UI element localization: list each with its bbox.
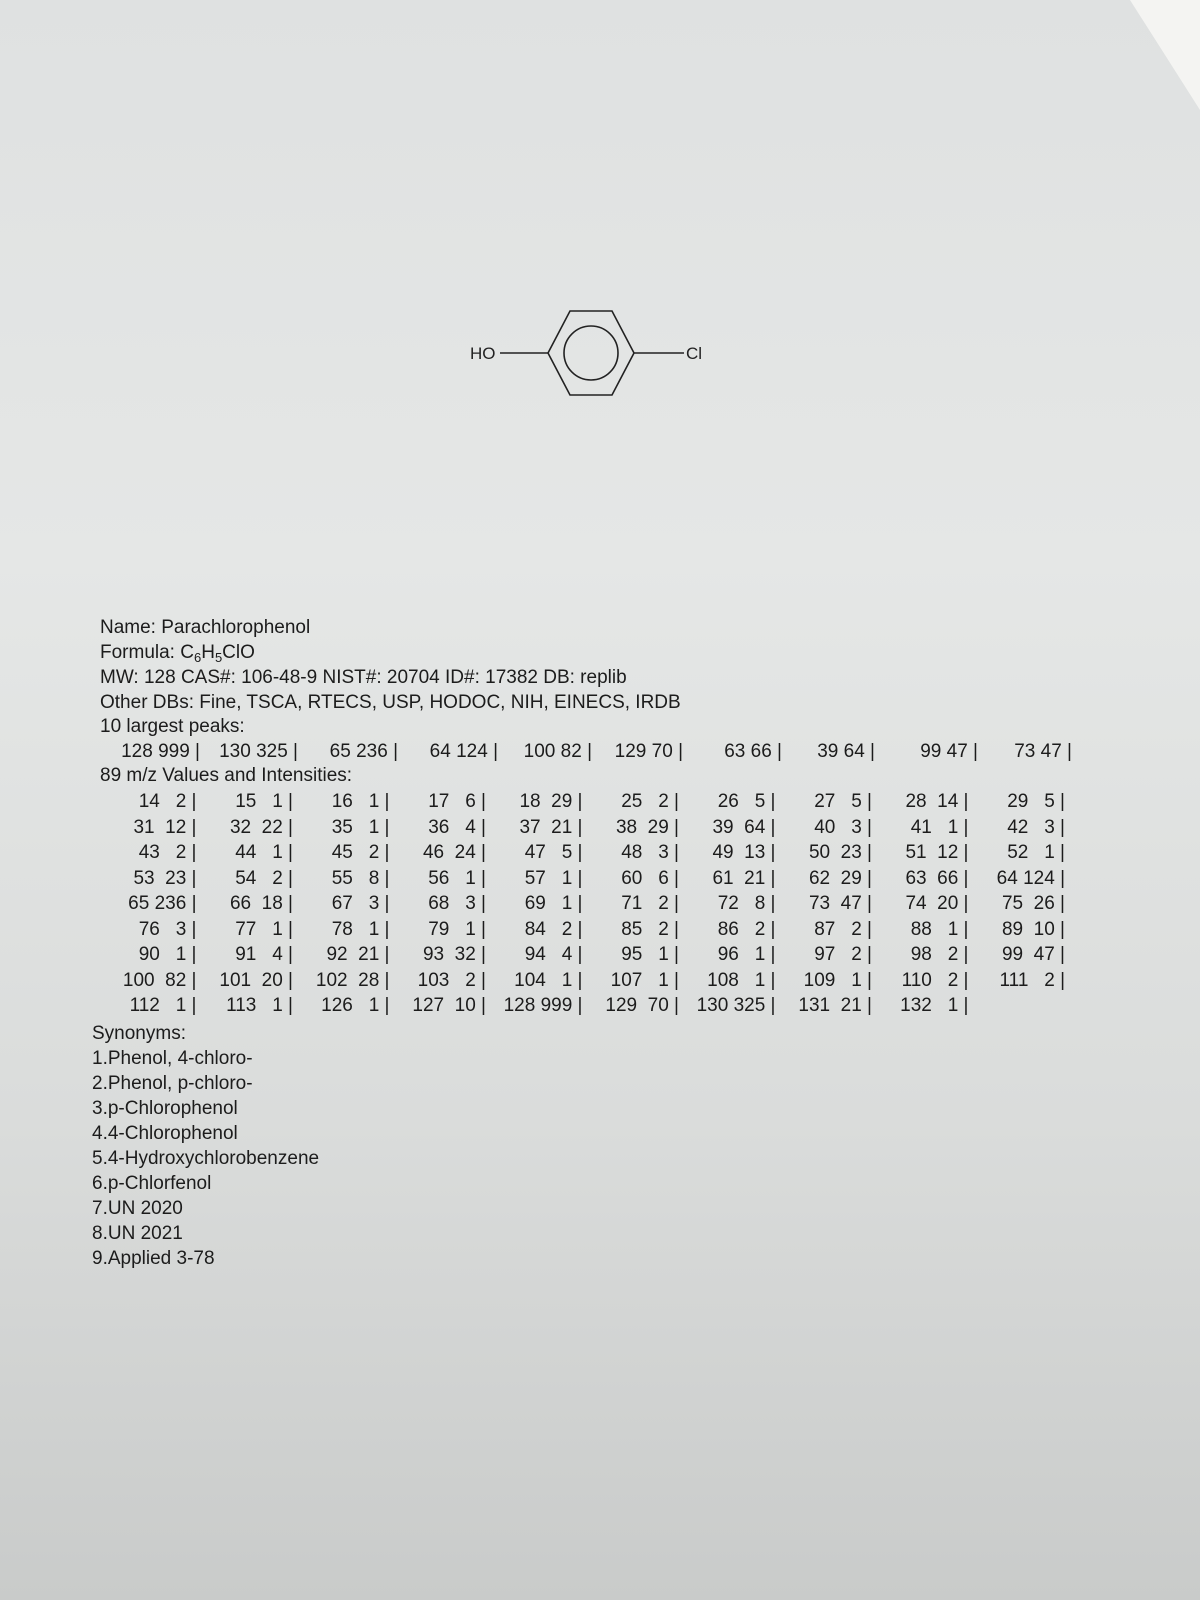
mz-row	[100, 942, 1070, 968]
mz-heading: 89 m/z Values and Intensities:	[100, 765, 353, 786]
mz-entry: 111 2 |	[999, 969, 1065, 991]
mz-entry: 128 999 |	[503, 995, 583, 1016]
benzene-ring	[548, 311, 634, 395]
mz-entry: 130 325 |	[696, 995, 776, 1016]
mz-entry: 67 3 |	[331, 893, 390, 914]
mz-entry: 28 14 |	[905, 791, 969, 812]
mz-entry: 41 1 |	[910, 816, 969, 838]
mz-entry: 104 1 |	[514, 969, 583, 991]
mz-entry: 56 1 |	[428, 867, 486, 889]
peak-entry: 39 64 |	[817, 740, 875, 762]
other-dbs-line: Other DBs: Fine, TSCA, RTECS, USP, HODOC, NIH, EINECS, IRDB	[100, 691, 681, 713]
synonym-item: 3.p-Chlorophenol	[92, 1098, 238, 1119]
mz-entry: 55 8 |	[331, 867, 390, 889]
synonym-item: 4.4-Chlorophenol	[92, 1123, 238, 1144]
mz-table	[100, 789, 1070, 1019]
synonym-item: 1.Phenol, 4-chloro-	[92, 1048, 253, 1069]
mz-entry: 86 2 |	[717, 918, 776, 940]
mz-entry: 46 24 |	[422, 842, 486, 863]
mz-entry: 89 10 |	[1001, 918, 1065, 940]
mz-entry: 18 29 |	[519, 791, 583, 812]
mz-entry: 50 23 |	[808, 842, 872, 863]
mz-entry: 75 26 |	[1001, 893, 1065, 914]
mz-entry: 60 6 |	[621, 867, 679, 889]
mz-entry: 92 21 |	[326, 944, 390, 965]
mz-entry: 101 20 |	[219, 969, 293, 991]
mz-entry: 64 124 |	[996, 867, 1065, 889]
hydroxyl-label: HO	[470, 344, 496, 363]
mz-row	[100, 815, 1070, 841]
mz-entry: 126 1 |	[321, 995, 390, 1016]
aromatic-circle	[564, 326, 618, 380]
mz-entry: 54 2 |	[235, 867, 293, 889]
mz-entry: 38 29 |	[615, 816, 679, 838]
mz-entry: 88 1 |	[910, 918, 969, 940]
mz-row	[100, 789, 1070, 815]
mz-entry: 108 1 |	[707, 969, 776, 991]
mz-entry: 85 2 |	[621, 918, 679, 940]
mz-entry: 49 13 |	[712, 842, 776, 863]
mz-entry: 65 236 |	[128, 893, 197, 914]
mz-entry: 127 10 |	[412, 995, 486, 1016]
mz-entry: 31 12 |	[133, 816, 197, 838]
synonyms-section	[92, 1021, 319, 1271]
peak-entry: 65 236 |	[329, 740, 398, 762]
mz-entry: 79 1 |	[428, 918, 486, 940]
mz-entry: 100 82 |	[122, 969, 197, 991]
mz-entry: 103 2 |	[417, 969, 486, 991]
mz-entry: 74 20 |	[905, 893, 969, 914]
mz-entry: 26 5 |	[717, 791, 776, 812]
mz-entry: 27 5 |	[814, 791, 872, 812]
mz-entry: 57 1 |	[524, 867, 583, 889]
mz-entry: 69 1 |	[524, 893, 583, 914]
mz-entry	[969, 993, 1066, 1019]
synonyms-heading: Synonyms:	[92, 1023, 186, 1044]
mz-entry: 66 18 |	[229, 893, 293, 914]
synonym-item: 6.p-Chlorfenol	[92, 1173, 212, 1194]
mz-row	[100, 866, 1070, 892]
mz-entry: 51 12 |	[905, 842, 969, 863]
mz-entry: 52 1 |	[1007, 842, 1065, 863]
chloro-label: Cl	[686, 344, 703, 363]
paper-corner	[1130, 0, 1200, 110]
synonym-item: 7.UN 2020	[92, 1198, 183, 1219]
mz-row	[100, 917, 1070, 943]
mz-entry: 99 47 |	[1001, 944, 1065, 965]
mz-entry: 78 1 |	[331, 918, 390, 940]
mz-entry: 109 1 |	[803, 969, 872, 991]
mz-entry: 32 22 |	[229, 816, 293, 838]
mz-entry: 98 2 |	[910, 944, 969, 965]
peak-entry: 130 325 |	[219, 740, 298, 762]
mz-entry: 61 21 |	[712, 867, 776, 889]
peak-entry: 64 124 |	[429, 740, 498, 762]
formula-line: Formula: $C_6H_5ClO$	[100, 641, 255, 665]
mw-cas-line: MW: 128 CAS#: 106-48-9 NIST#: 20704 ID#: 17382 DB: replib	[100, 667, 627, 688]
peak-entry: 129 70 |	[614, 740, 683, 762]
peak-entry: 99 47 |	[920, 740, 978, 762]
largest-peaks-heading: 10 largest peaks:	[100, 716, 245, 737]
chemical-structure	[470, 305, 740, 410]
peak-entry: 73 47 |	[1014, 740, 1072, 762]
mz-entry: 72 8 |	[717, 893, 776, 914]
largest-peaks-row	[112, 740, 1100, 765]
mz-entry: 131 21 |	[798, 995, 872, 1016]
mz-entry: 43 2 |	[138, 842, 197, 863]
synonym-item: 5.4-Hydroxychlorobenzene	[92, 1148, 320, 1169]
peak-entry: 63 66 |	[724, 740, 782, 762]
mz-entry: 15 1 |	[235, 791, 293, 812]
mz-entry: 84 2 |	[524, 918, 583, 940]
mz-entry: 16 1 |	[331, 791, 390, 812]
mz-entry: 94 4 |	[524, 944, 583, 965]
peak-entry: 100 82 |	[523, 740, 592, 762]
mz-entry: 113 1 |	[226, 995, 293, 1016]
mz-row	[100, 891, 1070, 917]
mz-entry: 25 2 |	[621, 791, 679, 812]
mz-entry: 62 29 |	[808, 867, 872, 889]
mz-entry: 91 4 |	[235, 944, 293, 965]
name-line: Name: Parachlorophenol	[100, 617, 311, 638]
mz-entry: 45 2 |	[331, 842, 390, 863]
mz-entry: 35 1 |	[331, 816, 390, 838]
mz-entry: 77 1 |	[235, 918, 293, 940]
mz-entry: 48 3 |	[621, 842, 679, 863]
synonym-item: 9.Applied 3-78	[92, 1248, 215, 1269]
mz-entry: 68 3 |	[428, 893, 486, 914]
mz-entry: 29 5 |	[1007, 791, 1065, 812]
mz-entry: 102 28 |	[315, 969, 390, 991]
mz-entry: 112 1 |	[129, 995, 197, 1016]
mz-entry: 97 2 |	[814, 944, 872, 965]
mz-entry: 107 1 |	[610, 969, 679, 991]
mz-entry: 37 21 |	[519, 816, 583, 838]
mz-entry: 93 32 |	[422, 944, 486, 965]
mz-row	[100, 993, 1070, 1019]
mz-entry: 47 5 |	[524, 842, 583, 863]
mz-entry: 42 3 |	[1007, 816, 1065, 838]
mz-entry: 14 2 |	[138, 791, 197, 812]
compound-info	[100, 616, 1100, 789]
peak-entry: 128 999 |	[121, 740, 200, 762]
mz-entry: 63 66 |	[905, 867, 969, 889]
mz-entry: 36 4 |	[428, 816, 486, 838]
mz-entry: 129 70 |	[605, 995, 679, 1016]
mz-entry: 40 3 |	[814, 816, 872, 838]
mz-entry: 73 47 |	[808, 893, 872, 914]
mz-entry: 87 2 |	[814, 918, 872, 940]
mz-entry: 71 2 |	[621, 893, 679, 914]
synonym-item: 2.Phenol, p-chloro-	[92, 1073, 253, 1094]
mz-entry: 76 3 |	[138, 918, 197, 940]
mz-entry: 90 1 |	[138, 944, 197, 965]
mz-entry: 53 23 |	[133, 867, 197, 889]
mz-entry: 44 1 |	[235, 842, 293, 863]
mz-entry: 95 1 |	[621, 944, 679, 965]
mz-entry: 110 2 |	[901, 969, 969, 991]
mz-row	[100, 968, 1070, 994]
mz-entry: 132 1 |	[900, 995, 969, 1016]
mz-entry: 96 1 |	[717, 944, 776, 965]
mz-entry: 39 64 |	[712, 816, 776, 838]
mz-row	[100, 840, 1070, 866]
synonym-item: 8.UN 2021	[92, 1223, 183, 1244]
mz-entry: 17 6 |	[428, 791, 486, 812]
